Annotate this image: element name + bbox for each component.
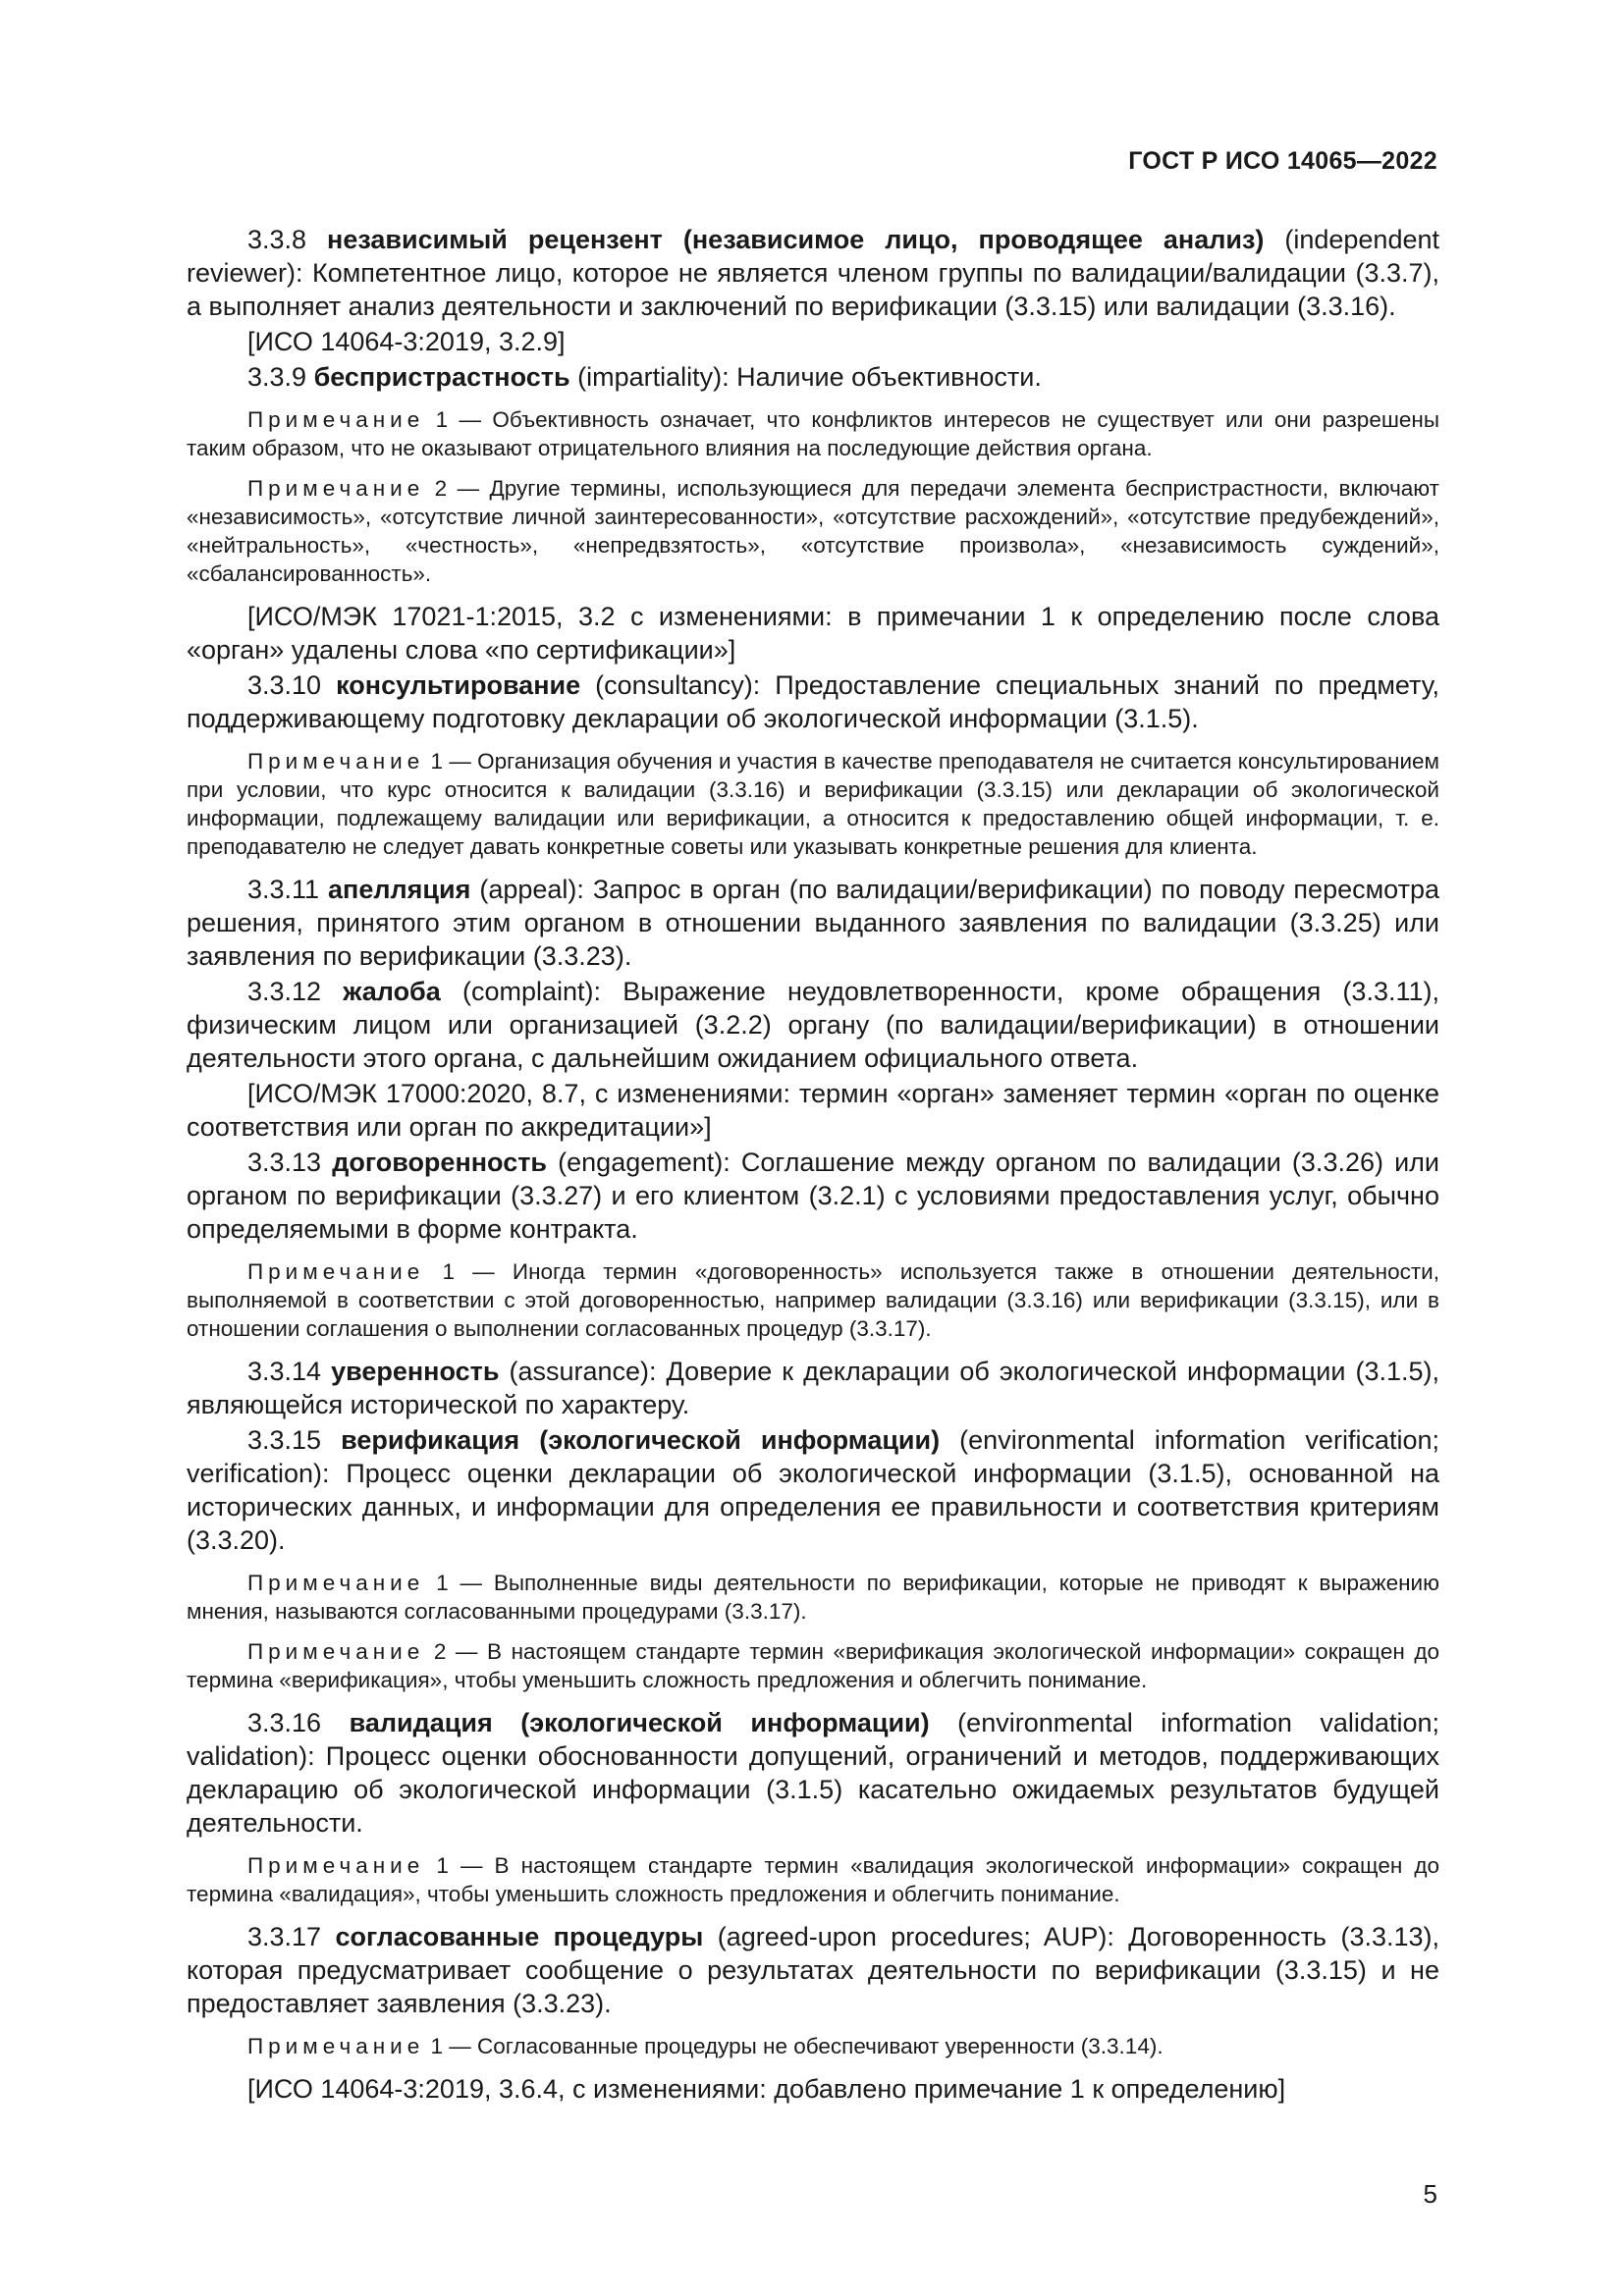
note-label: Примечание	[247, 749, 425, 774]
term-name: уверенность	[331, 1357, 500, 1386]
term-name: верификация (экологической информации)	[341, 1425, 941, 1455]
note	[187, 474, 1439, 588]
text-run: 3.3.17	[247, 1922, 336, 1951]
note	[187, 1257, 1439, 1343]
note-label: Примечание	[247, 476, 425, 501]
term-name: договоренность	[332, 1148, 548, 1177]
note-text: 1 — Выполненные виды деятельности по верификации, которые не приводят к выражению мнения, называются согласованными процедурами (3.3.17).	[187, 1571, 1439, 1624]
text-run: (agreed-upon procedures; AUP): Договоренность (3.3.13), которая предусматривает сообщение о результатах деятельности по верификации (3.3.15) и не предоставляет заявления (3.3.23).	[187, 1922, 1439, 2018]
note-label: Примечание	[247, 1571, 425, 1595]
paragraph	[187, 975, 1439, 1075]
note	[187, 2032, 1439, 2060]
text-run: (assurance): Доверие к декларации об экологической информации (3.1.5), являющейся исторической по характеру.	[187, 1357, 1439, 1419]
text-run: (environmental information verification; verification): Процесс оценки декларации об экологической информации (3.1.5), основанной на исторических данных, и информации для определения ее правильности и соответствия критериям (3.3.20).	[187, 1425, 1439, 1555]
text-run: [ИСО 14064-3:2019, 3.6.4, с изменениями: добавлено примечание 1 к определению]	[247, 2074, 1286, 2104]
paragraph	[187, 223, 1439, 323]
note-label: Примечание	[247, 2034, 425, 2058]
paragraph	[187, 2072, 1439, 2106]
text-run: (appeal): Запрос в орган (по валидации/верификации) по поводу пересмотра решения, принятого этим органом в отношении выданного заявления по валидации (3.3.25) или заявления по верификации (3.3.23).	[187, 875, 1439, 971]
text-run: (complaint): Выражение неудовлетворенности, кроме обращения (3.3.11), физическим лицом или организацией (3.2.2) органу (по валидации/верификации) в отношении деятельности этого органа, с дальнейшим ожиданием официального ответа.	[187, 977, 1439, 1073]
text-run: (independent reviewer): Компетентное лицо, которое не является членом группы по валидации/валидации (3.3.7), а выполняет анализ деятельности и заключений по верификации (3.3.15) или валидации (3.3.16).	[187, 225, 1439, 321]
note	[187, 1637, 1439, 1694]
text-run: 3.3.9	[247, 362, 314, 392]
text-run: (impartiality): Наличие объективности.	[569, 362, 1042, 392]
note-label: Примечание	[247, 1639, 425, 1664]
document-header: ГОСТ Р ИСО 14065—2022	[1128, 147, 1437, 175]
term-name: независимый рецензент (независимое лицо, проводящее анализ)	[327, 225, 1265, 254]
paragraph	[187, 873, 1439, 973]
paragraph	[187, 1146, 1439, 1246]
term-name: апелляция	[328, 875, 471, 904]
note	[187, 1569, 1439, 1626]
text-run: 3.3.13	[247, 1148, 333, 1177]
term-name: консультирование	[336, 670, 581, 700]
page-number: 5	[1423, 2179, 1437, 2209]
text-run: (environmental information validation; validation): Процесс оценки обоснованности допущений, ограничений и методов, поддерживающих декларацию об экологической информации (3.1.5) касательно ожидаемых результатов будущей деятельности.	[187, 1708, 1439, 1838]
paragraph	[187, 1920, 1439, 2020]
text-run: (consultancy): Предоставление специальных знаний по предмету, поддерживающему подготовку декларации об экологической информации (3.1.5).	[187, 670, 1439, 733]
paragraph	[187, 668, 1439, 735]
text-run: 3.3.15	[247, 1425, 342, 1455]
document-body	[187, 223, 1439, 2108]
note-label: Примечание	[247, 407, 425, 432]
note-label: Примечание	[247, 1853, 425, 1878]
text-run: [ИСО/МЭК 17021-1:2015, 3.2 с изменениями: в примечании 1 к определению после слова «орган» удалены слова «по сертификации»]	[187, 602, 1439, 665]
note-text: 2 — В настоящем стандарте термин «верификация экологической информации» сокращен до термина «верификация», чтобы уменьшить сложность предложения и облегчить понимание.	[187, 1639, 1439, 1692]
paragraph	[187, 360, 1439, 394]
note-text: 1 — Иногда термин «договоренность» используется также в отношении деятельности, выполняемой в соответствии с этой договоренностью, например валидации (3.3.16) или верификации (3.3.15), или в отношении соглашения о выполнении согласованных процедур (3.3.17).	[187, 1259, 1439, 1341]
text-run: 3.3.14	[247, 1357, 332, 1386]
term-name: валидация (экологической информации)	[349, 1708, 930, 1737]
text-run: 3.3.11	[247, 875, 329, 904]
note-label: Примечание	[247, 1259, 425, 1284]
term-name: жалоба	[343, 977, 441, 1006]
paragraph	[187, 325, 1439, 358]
note-text: 1 — Объективность означает, что конфликтов интересов не существует или они разрешены таким образом, что не оказывают отрицательного влияния на последующие действия органа.	[187, 407, 1439, 460]
note	[187, 1851, 1439, 1908]
text-run: 3.3.8	[247, 225, 328, 254]
note-text: 1 — Согласованные процедуры не обеспечивают уверенности (3.3.14).	[424, 2034, 1164, 2058]
term-name: согласованные процедуры	[335, 1922, 704, 1951]
paragraph	[187, 600, 1439, 667]
note	[187, 405, 1439, 462]
text-run: (engagement): Соглашение между органом по валидации (3.3.26) или органом по верификации (3.3.27) и его клиентом (3.2.1) с условиями предоставления услуг, обычно определяемыми в форме контракта.	[187, 1148, 1440, 1244]
term-name: беспристрастность	[313, 362, 570, 392]
note-text: 1 — Организация обучения и участия в качестве преподавателя не считается консультированием при условии, что курс относится к валидации (3.3.16) и верификации (3.3.15) или декларации об экологической информации, подлежащему валидации или верификации, а относится к предоставлению общей информации, т. е. преподавателю не следует давать конкретные советы или указывать конкретные решения для клиента.	[187, 749, 1439, 859]
paragraph	[187, 1355, 1439, 1421]
paragraph	[187, 1423, 1439, 1557]
text-run: [ИСО/МЭК 17000:2020, 8.7, с изменениями: термин «орган» заменяет термин «орган по оценке соответствия или орган по аккредитации»]	[187, 1079, 1439, 1142]
text-run: 3.3.12	[247, 977, 344, 1006]
text-run: 3.3.16	[247, 1708, 350, 1737]
text-run: 3.3.10	[247, 670, 337, 700]
note-text: 1 — В настоящем стандарте термин «валидация экологической информации» сокращен до термина «валидация», чтобы уменьшить сложность предложения и облегчить понимание.	[187, 1853, 1439, 1906]
text-run: [ИСО 14064-3:2019, 3.2.9]	[247, 327, 566, 356]
paragraph	[187, 1706, 1439, 1840]
note-text: 2 — Другие термины, использующиеся для передачи элемента беспристрастности, включают «независимость», «отсутствие личной заинтересованности», «отсутствие расхождений», «отсутствие предубеждений», «нейтральность», «честность», «непредвзятость», «отсутствие произвола», «независимость суждений», «сбалансированность».	[187, 476, 1439, 586]
note	[187, 747, 1439, 861]
paragraph	[187, 1077, 1439, 1144]
